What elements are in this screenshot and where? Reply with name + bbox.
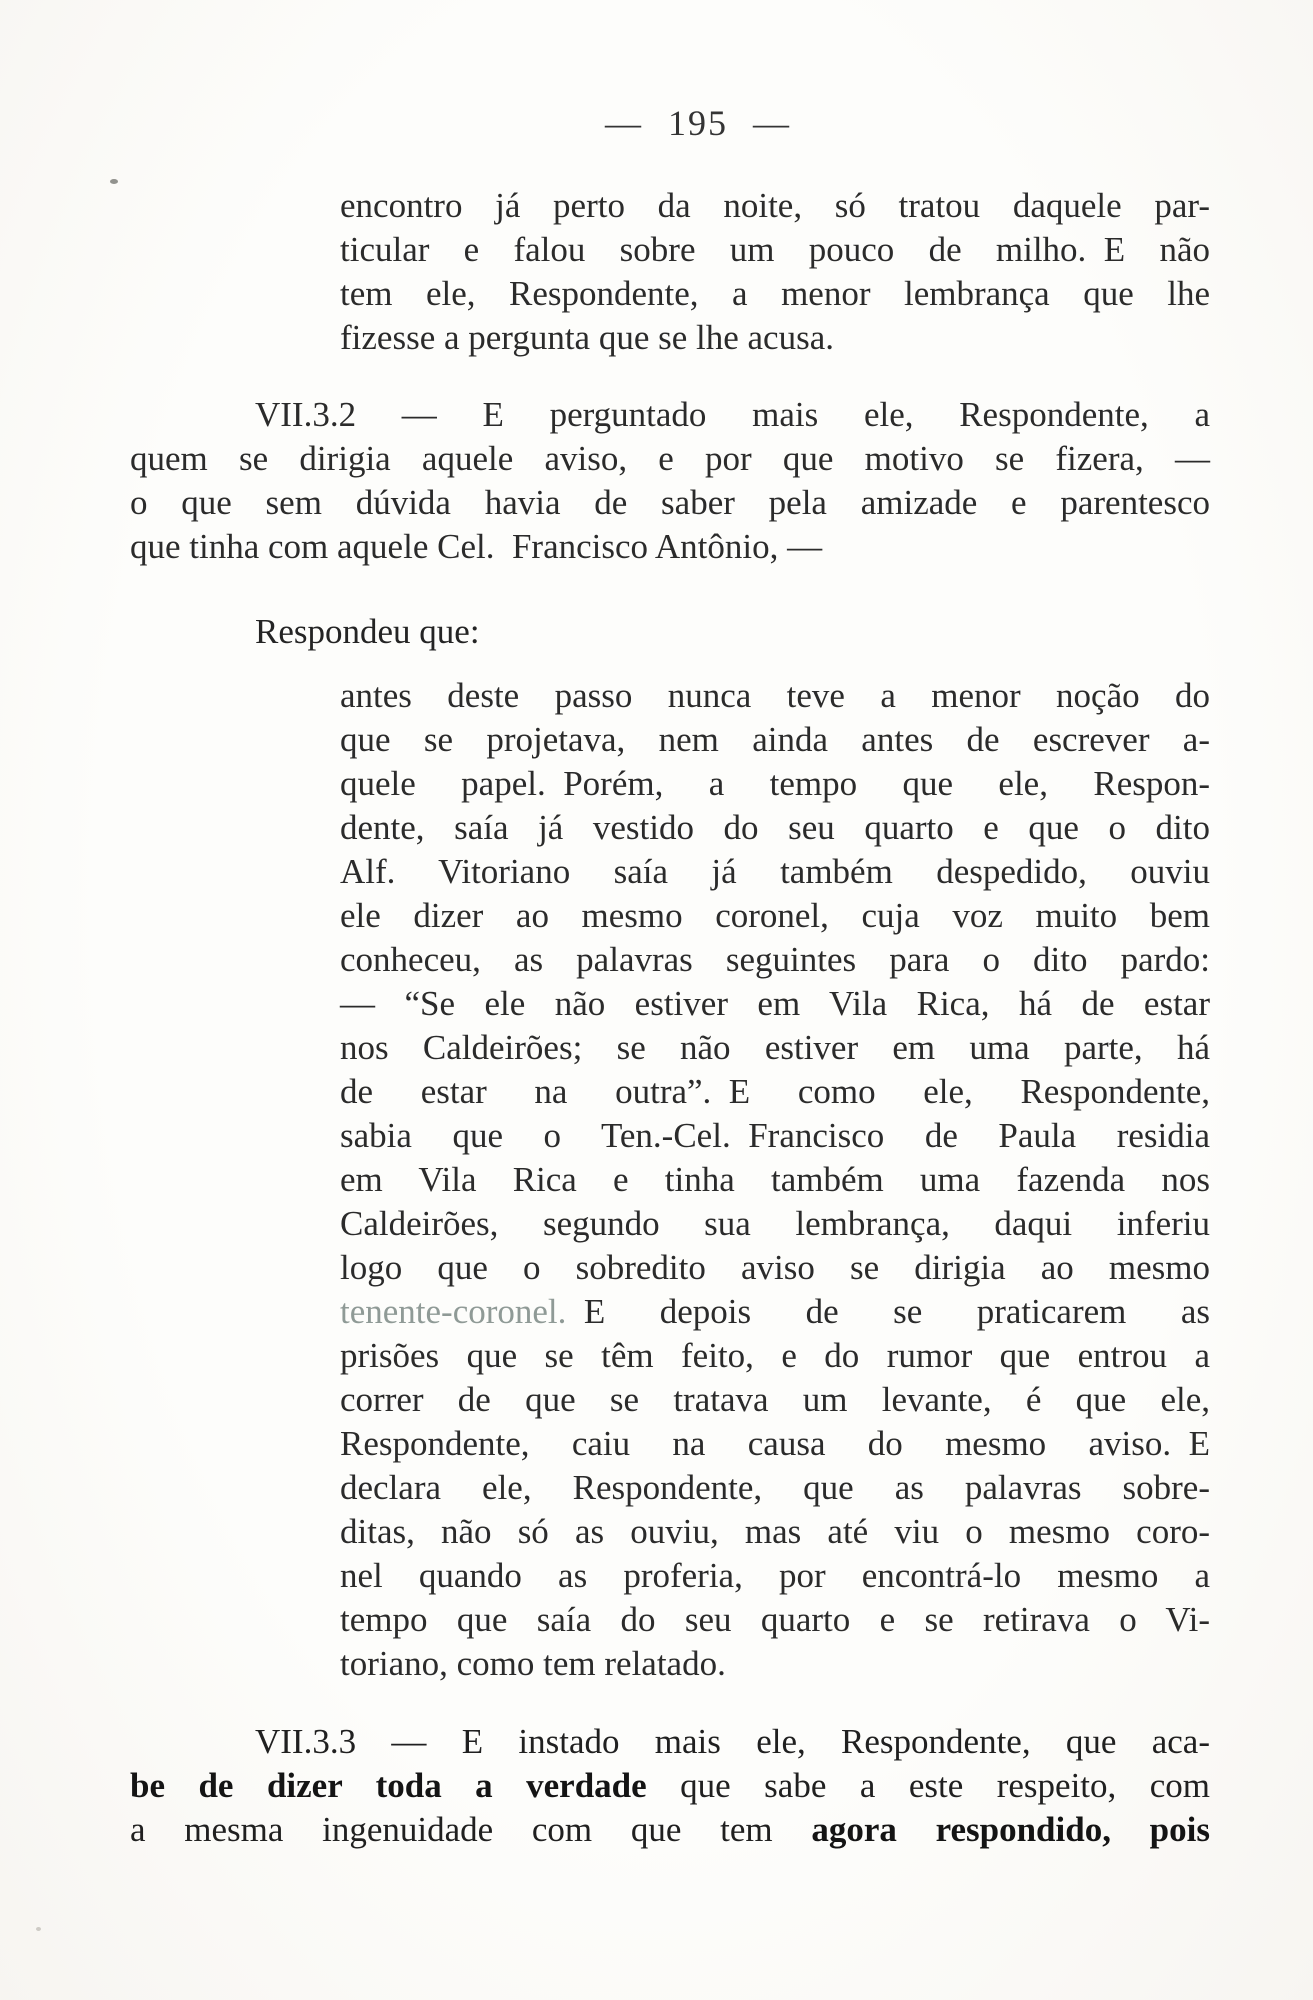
text-segment: correr de que se tratava um levante, é que ele,: [340, 1380, 1210, 1419]
text-line: [130, 393, 1210, 437]
text-line: [340, 1378, 1210, 1422]
text-segment: toriano, como tem relatado.: [340, 1644, 726, 1683]
text-line: [340, 1510, 1210, 1554]
text-segment: ele dizer ao mesmo coronel, cuja voz muito bem: [340, 896, 1210, 935]
paragraph-vii-3-2: [130, 393, 1210, 569]
text-segment: sabia que o Ten.-Cel. Francisco de Paula residia: [340, 1116, 1210, 1155]
text-segment: antes deste passo nunca teve a menor noção do: [340, 676, 1210, 715]
text-segment: logo que o sobredito aviso se dirigia ao mesmo: [340, 1248, 1210, 1287]
text-segment: declara ele, Respondente, que as palavras sobre-: [340, 1468, 1210, 1507]
text-line: [340, 228, 1210, 272]
text-segment: ticular e falou sobre um pouco de milho. E não: [340, 230, 1210, 269]
text-line: [340, 674, 1210, 718]
text-line: [340, 184, 1210, 228]
text-line: [340, 1466, 1210, 1510]
text-segment: encontro já perto da noite, só tratou daquele par-: [340, 186, 1210, 225]
text-segment: tenente-coronel.: [340, 1292, 567, 1331]
text-line: [340, 1070, 1210, 1114]
text-line: [340, 850, 1210, 894]
text-line: [340, 1642, 1210, 1686]
scan-speck: [36, 1927, 41, 1931]
text-line: [340, 982, 1210, 1026]
text-segment: tem ele, Respondente, a menor lembrança que lhe: [340, 274, 1210, 313]
text-segment: prisões que se têm feito, e do rumor que entrou a: [340, 1336, 1210, 1375]
text-line: [130, 437, 1210, 481]
text-line: [340, 1554, 1210, 1598]
text-line: [340, 316, 1210, 360]
text-segment: nel quando as proferia, por encontrá-lo mesmo a: [340, 1556, 1210, 1595]
text-line: [340, 1290, 1210, 1334]
text-segment: quem se dirigia aquele aviso, e por que motivo se fizera, —: [130, 439, 1210, 478]
text-segment: VII.3.3 — E instado mais ele, Respondente, que aca-: [255, 1722, 1210, 1761]
text-segment: — “Se ele não estiver em Vila Rica, há de estar: [340, 984, 1210, 1023]
text-line: [130, 481, 1210, 525]
text-line: [340, 938, 1210, 982]
text-line: [340, 1158, 1210, 1202]
text-segment: a mesma ingenuidade com que tem: [130, 1810, 812, 1849]
quote-block-continuation: [340, 184, 1210, 360]
text-line: [340, 1026, 1210, 1070]
scan-speck: [110, 179, 118, 184]
text-segment: dente, saía já vestido do seu quarto e que o dito: [340, 808, 1210, 847]
text-line: [340, 762, 1210, 806]
text-segment: Caldeirões, segundo sua lembrança, daqui inferiu: [340, 1204, 1210, 1243]
text-line: [130, 1764, 1210, 1808]
text-segment: conheceu, as palavras seguintes para o dito pardo:: [340, 940, 1210, 979]
text-segment: quele papel. Porém, a tempo que ele, Respon-: [340, 764, 1210, 803]
text-segment: E depois de se praticarem as: [566, 1292, 1210, 1331]
text-segment: de estar na outra”. E como ele, Respondente,: [340, 1072, 1210, 1111]
text-segment: que tinha com aquele Cel. Francisco Antônio, —: [130, 527, 823, 566]
text-line: [340, 894, 1210, 938]
text-segment: VII.3.2 — E perguntado mais ele, Respondente, a: [255, 395, 1210, 434]
text-line: [340, 1422, 1210, 1466]
text-segment: Respondente, caiu na causa do mesmo aviso. E: [340, 1424, 1210, 1463]
text-line: [340, 1334, 1210, 1378]
text-segment: nos Caldeirões; se não estiver em uma parte, há: [340, 1028, 1210, 1067]
text-line: [130, 1720, 1210, 1764]
text-line: [340, 1246, 1210, 1290]
text-line: [340, 806, 1210, 850]
text-segment: fizesse a pergunta que se lhe acusa.: [340, 318, 834, 357]
text-line: [130, 525, 1210, 569]
quote-block-answer: [340, 674, 1210, 1686]
text-segment: em Vila Rica e tinha também uma fazenda nos: [340, 1160, 1210, 1199]
text-segment: que se projetava, nem ainda antes de escrever a-: [340, 720, 1210, 759]
text-segment: be de dizer toda a verdade: [130, 1766, 647, 1805]
text-line: [340, 1598, 1210, 1642]
text-line: [340, 1202, 1210, 1246]
text-segment: ditas, não só as ouviu, mas até viu o mesmo coro-: [340, 1512, 1210, 1551]
text-line: [340, 272, 1210, 316]
page-number-text: — 195 —: [605, 103, 791, 143]
text-segment: o que sem dúvida havia de saber pela amizade e parentesco: [130, 483, 1210, 522]
respondeu-label: Respondeu que:: [255, 612, 480, 651]
text-segment: que sabe a este respeito, com: [646, 1766, 1210, 1805]
text-segment: Alf. Vitoriano saía já também despedido, ouviu: [340, 852, 1210, 891]
text-line: [130, 1808, 1210, 1852]
text-segment: tempo que saía do seu quarto e se retirava o Vi-: [340, 1600, 1210, 1639]
text-segment: agora respondido, pois: [811, 1810, 1210, 1849]
text-line: [340, 1114, 1210, 1158]
page-number: [130, 101, 1210, 145]
paragraph-vii-3-3: [130, 1720, 1210, 1852]
text-line: [340, 718, 1210, 762]
